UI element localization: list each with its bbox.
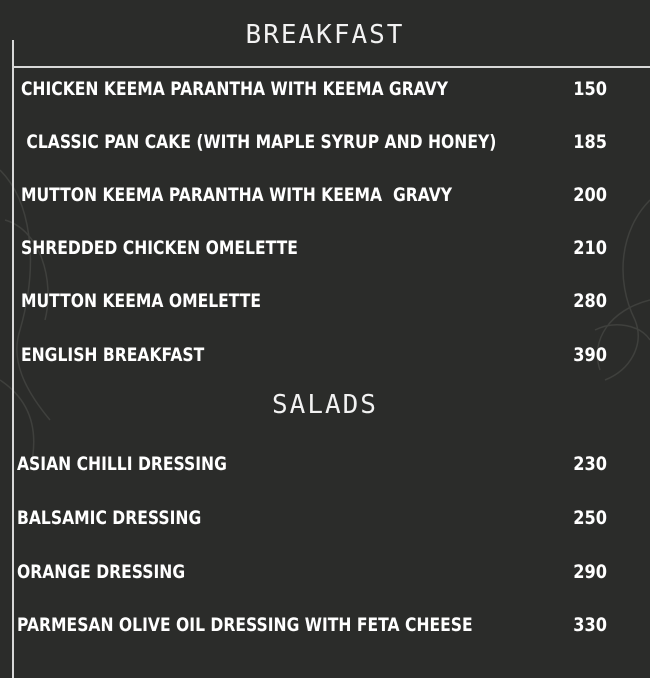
salads-section-title: SALADS	[272, 390, 378, 420]
horizontal-rule	[12, 66, 650, 68]
menu-item-price: 330	[573, 614, 607, 636]
menu-item-name: ENGLISH BREAKFAST	[21, 344, 205, 366]
menu-item	[0, 233, 650, 263]
menu-item	[0, 503, 650, 533]
menu-item-price: 185	[573, 131, 607, 153]
menu-item-name: PARMESAN OLIVE OIL DRESSING WITH FETA CHEESE	[17, 614, 473, 636]
menu-item	[0, 127, 650, 157]
menu-item-price: 230	[573, 453, 607, 475]
menu-item-name: MUTTON KEEMA PARANTHA WITH KEEMA GRAVY	[21, 184, 453, 206]
menu-item-price: 390	[573, 344, 607, 366]
menu-item	[0, 557, 650, 587]
menu-item-price: 210	[573, 237, 607, 259]
menu-item-name: CLASSIC PAN CAKE (WITH MAPLE SYRUP AND HONEY)	[21, 131, 497, 153]
menu-item-price: 290	[573, 561, 607, 583]
menu-item	[0, 449, 650, 479]
menu-item-price: 150	[573, 78, 607, 100]
menu-item-name: MUTTON KEEMA OMELETTE	[21, 290, 262, 312]
menu-item-price: 200	[573, 184, 607, 206]
menu-item-name: ASIAN CHILLI DRESSING	[17, 453, 227, 475]
breakfast-section-title: BREAKFAST	[245, 20, 405, 50]
menu-item	[0, 340, 650, 370]
menu-item	[0, 180, 650, 210]
menu-item	[0, 610, 650, 640]
menu-item	[0, 74, 650, 104]
menu-item-name: CHICKEN KEEMA PARANTHA WITH KEEMA GRAVY	[21, 78, 449, 100]
menu-item-price: 250	[573, 507, 607, 529]
menu-item-name: SHREDDED CHICKEN OMELETTE	[21, 237, 298, 259]
menu-item	[0, 286, 650, 316]
menu-item-name: ORANGE DRESSING	[17, 561, 186, 583]
menu-item-price: 280	[573, 290, 607, 312]
menu-item-name: BALSAMIC DRESSING	[17, 507, 202, 529]
